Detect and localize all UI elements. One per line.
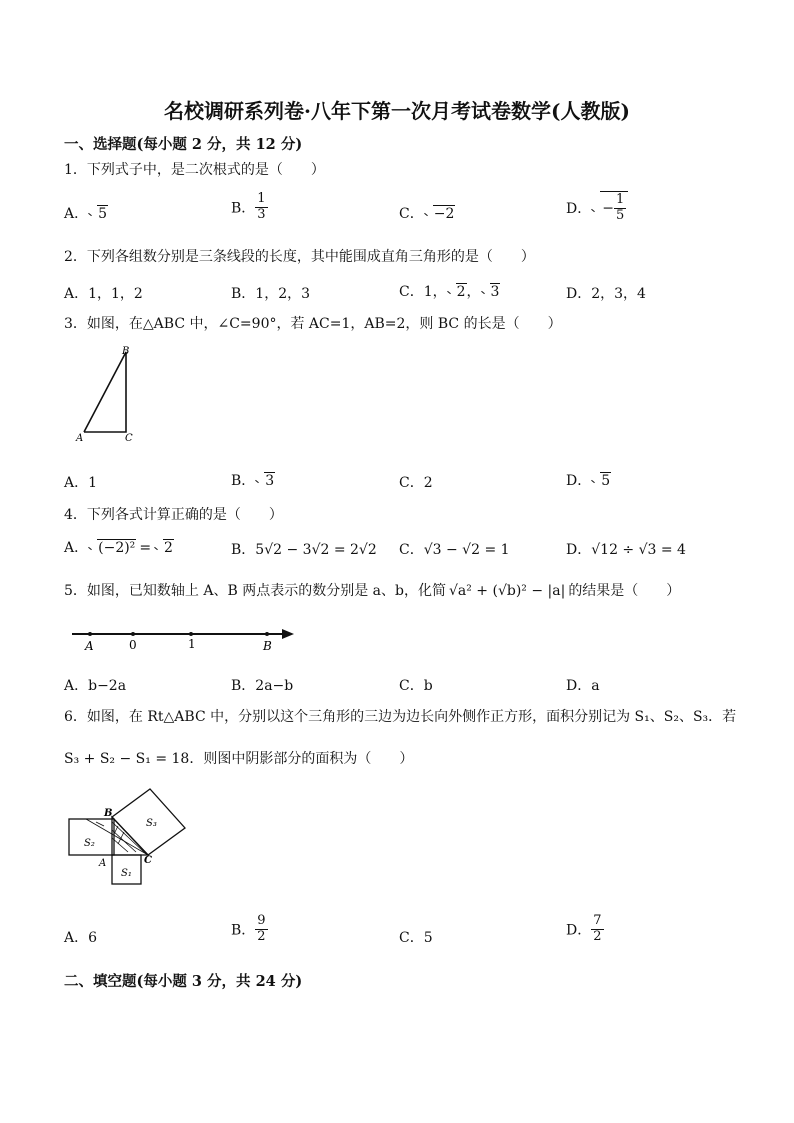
q6-d-numerator: 7 [593, 913, 602, 928]
q1-b-label: B． [231, 200, 256, 217]
q2-c-radicand-1: 2 [456, 284, 466, 300]
arrow-head-icon [282, 629, 294, 639]
label-s1: S₁ [121, 868, 132, 879]
question-5-stem [64, 580, 680, 600]
q6-d-denominator: 2 [593, 928, 602, 944]
q4-b-label: B． [231, 542, 256, 558]
q6-squares-figure [66, 786, 192, 886]
q1-a-radicand: 5 [98, 206, 108, 222]
q3-d-radicand: 5 [601, 473, 611, 489]
q3-d-label: D． [566, 473, 592, 489]
q1-a-label: A． [64, 206, 89, 222]
page-title: 名校调研系列卷·八年下第一次月考试卷数学(人教版) [164, 99, 630, 123]
fraction [614, 193, 626, 224]
sqrt-symbol [424, 205, 456, 222]
q1-d-sign: − [602, 200, 614, 217]
fraction [255, 914, 267, 945]
q1-d-numerator: 1 [615, 192, 625, 207]
q4-c-expr: √3 − √2 = 1 [423, 542, 510, 558]
q3-b-radicand: 3 [265, 473, 275, 489]
q5-option-d: D．a [566, 678, 600, 694]
q1-option-c [399, 203, 455, 223]
q3-b-label: B． [231, 473, 256, 489]
q2-c-label: C．1， [399, 284, 447, 300]
q4-d-expr: √12 ÷ √3 = 4 [591, 542, 686, 558]
sqrt-symbol [447, 283, 467, 300]
point-one-dot [189, 632, 193, 636]
q1-c-label: C． [399, 206, 424, 222]
q2-option-c [399, 281, 500, 301]
question-6-stem-line-1: 6．如图，在 Rt△ABC 中，分别以这个三角形的三边为边长向外侧作正方形，面积分别记为 S₁、S₂、S₃．若 [64, 709, 737, 725]
q5-stem-pre: 5．如图，已知数轴上 A、B 两点表示的数分别是 a、b，化简 [64, 583, 446, 599]
section-heading-fill-in: 二、填空题(每小题 3 分，共 24 分) [64, 973, 303, 990]
label-c: C [144, 855, 152, 866]
label-a: A [99, 858, 107, 869]
q4-a-equals: = [139, 540, 152, 556]
q3-triangle-figure [74, 344, 144, 444]
label-b: B [122, 346, 130, 357]
q3-option-c: C．2 [399, 475, 433, 491]
question-4-stem: 4．下列各式计算正确的是（ ） [64, 507, 283, 523]
question-1-stem: 1．下列式子中，是二次根式的是（ ） [64, 162, 325, 178]
sqrt-symbol [591, 191, 628, 225]
q1-option-b [231, 192, 268, 223]
sqrt-symbol [255, 472, 275, 489]
fraction [255, 192, 267, 223]
section-heading-choice: 一、选择题(每小题 2 分，共 12 分) [64, 136, 303, 153]
q3-option-a: A．1 [64, 475, 98, 491]
q2-option-b: B．1，2，3 [231, 286, 311, 302]
label-b: B [104, 808, 113, 819]
square-s2 [69, 819, 114, 855]
q5-option-a: A．b−2a [64, 678, 127, 694]
q3-option-b [231, 470, 275, 490]
sqrt-symbol [88, 539, 136, 556]
axis-label-zero: 0 [129, 638, 137, 652]
point-zero-dot [131, 632, 135, 636]
q6-b-denominator: 2 [257, 928, 266, 944]
shaded-region [86, 819, 148, 855]
q4-option-a [64, 537, 174, 557]
q1-option-a [64, 203, 108, 223]
q1-b-numerator: 1 [257, 191, 266, 206]
q4-b-expr: 5√2 − 3√2 = 2√2 [255, 542, 377, 558]
q6-option-a: A．6 [64, 930, 98, 946]
q6-option-c: C．5 [399, 930, 433, 946]
q5-stem-expression: √a² + (√b)² − |a| [448, 583, 566, 599]
q4-d-label: D． [566, 542, 592, 558]
q4-c-label: C． [399, 542, 424, 558]
fraction [591, 914, 603, 945]
q2-option-a: A．1，1，2 [64, 286, 143, 302]
q5-stem-post: 的结果是（ ） [568, 583, 681, 599]
question-3-stem: 3．如图，在△ABC 中，∠C=90°，若 AC=1，AB=2，则 BC 的长是（ ） [64, 316, 562, 332]
q6-b-numerator: 9 [257, 913, 266, 928]
q1-option-d [566, 191, 628, 225]
point-b-dot [265, 632, 269, 636]
q1-b-denominator: 3 [257, 206, 266, 222]
label-a: A [76, 433, 84, 444]
q2-option-d: D．2，3，4 [566, 286, 646, 302]
q1-d-label: D． [566, 200, 592, 217]
q2-c-separator: ， [466, 284, 481, 300]
q4-option-d [566, 539, 686, 559]
question-6-stem-line-2: S₃ + S₂ − S₁ = 18．则图中阴影部分的面积为（ ） [64, 751, 414, 767]
question-2-stem: 2．下列各组数分别是三条线段的长度，其中能围成直角三角形的是（ ） [64, 249, 535, 265]
label-s3: S₃ [146, 818, 157, 829]
q5-number-line-figure [70, 622, 300, 656]
q4-option-b [231, 539, 377, 559]
q4-a-result: 2 [164, 540, 173, 556]
sqrt-symbol [88, 205, 108, 222]
label-c: C [125, 433, 133, 444]
q6-option-b [231, 914, 268, 945]
q4-a-label: A． [64, 540, 89, 556]
q5-option-c: C．b [399, 678, 433, 694]
q3-option-d [566, 470, 611, 490]
axis-label-b: B [263, 639, 272, 653]
q6-b-label: B． [231, 922, 256, 939]
q1-c-radicand: −2 [433, 206, 455, 222]
q2-c-radicand-2: 3 [490, 284, 500, 300]
axis-label-a: A [85, 639, 94, 653]
q6-option-d [566, 914, 604, 945]
point-a-dot [88, 632, 92, 636]
q5-option-b: B．2a−b [231, 678, 294, 694]
label-s2: S₂ [84, 838, 95, 849]
triangle-abc [84, 352, 126, 432]
sqrt-symbol [154, 539, 174, 556]
axis-label-one: 1 [188, 637, 196, 651]
q1-d-denominator: 5 [615, 207, 625, 223]
sqrt-symbol [591, 472, 611, 489]
q6-d-label: D． [566, 922, 592, 939]
sqrt-symbol [481, 283, 501, 300]
q4-a-expr: (−2)² [98, 540, 136, 556]
q4-option-c [399, 539, 510, 559]
